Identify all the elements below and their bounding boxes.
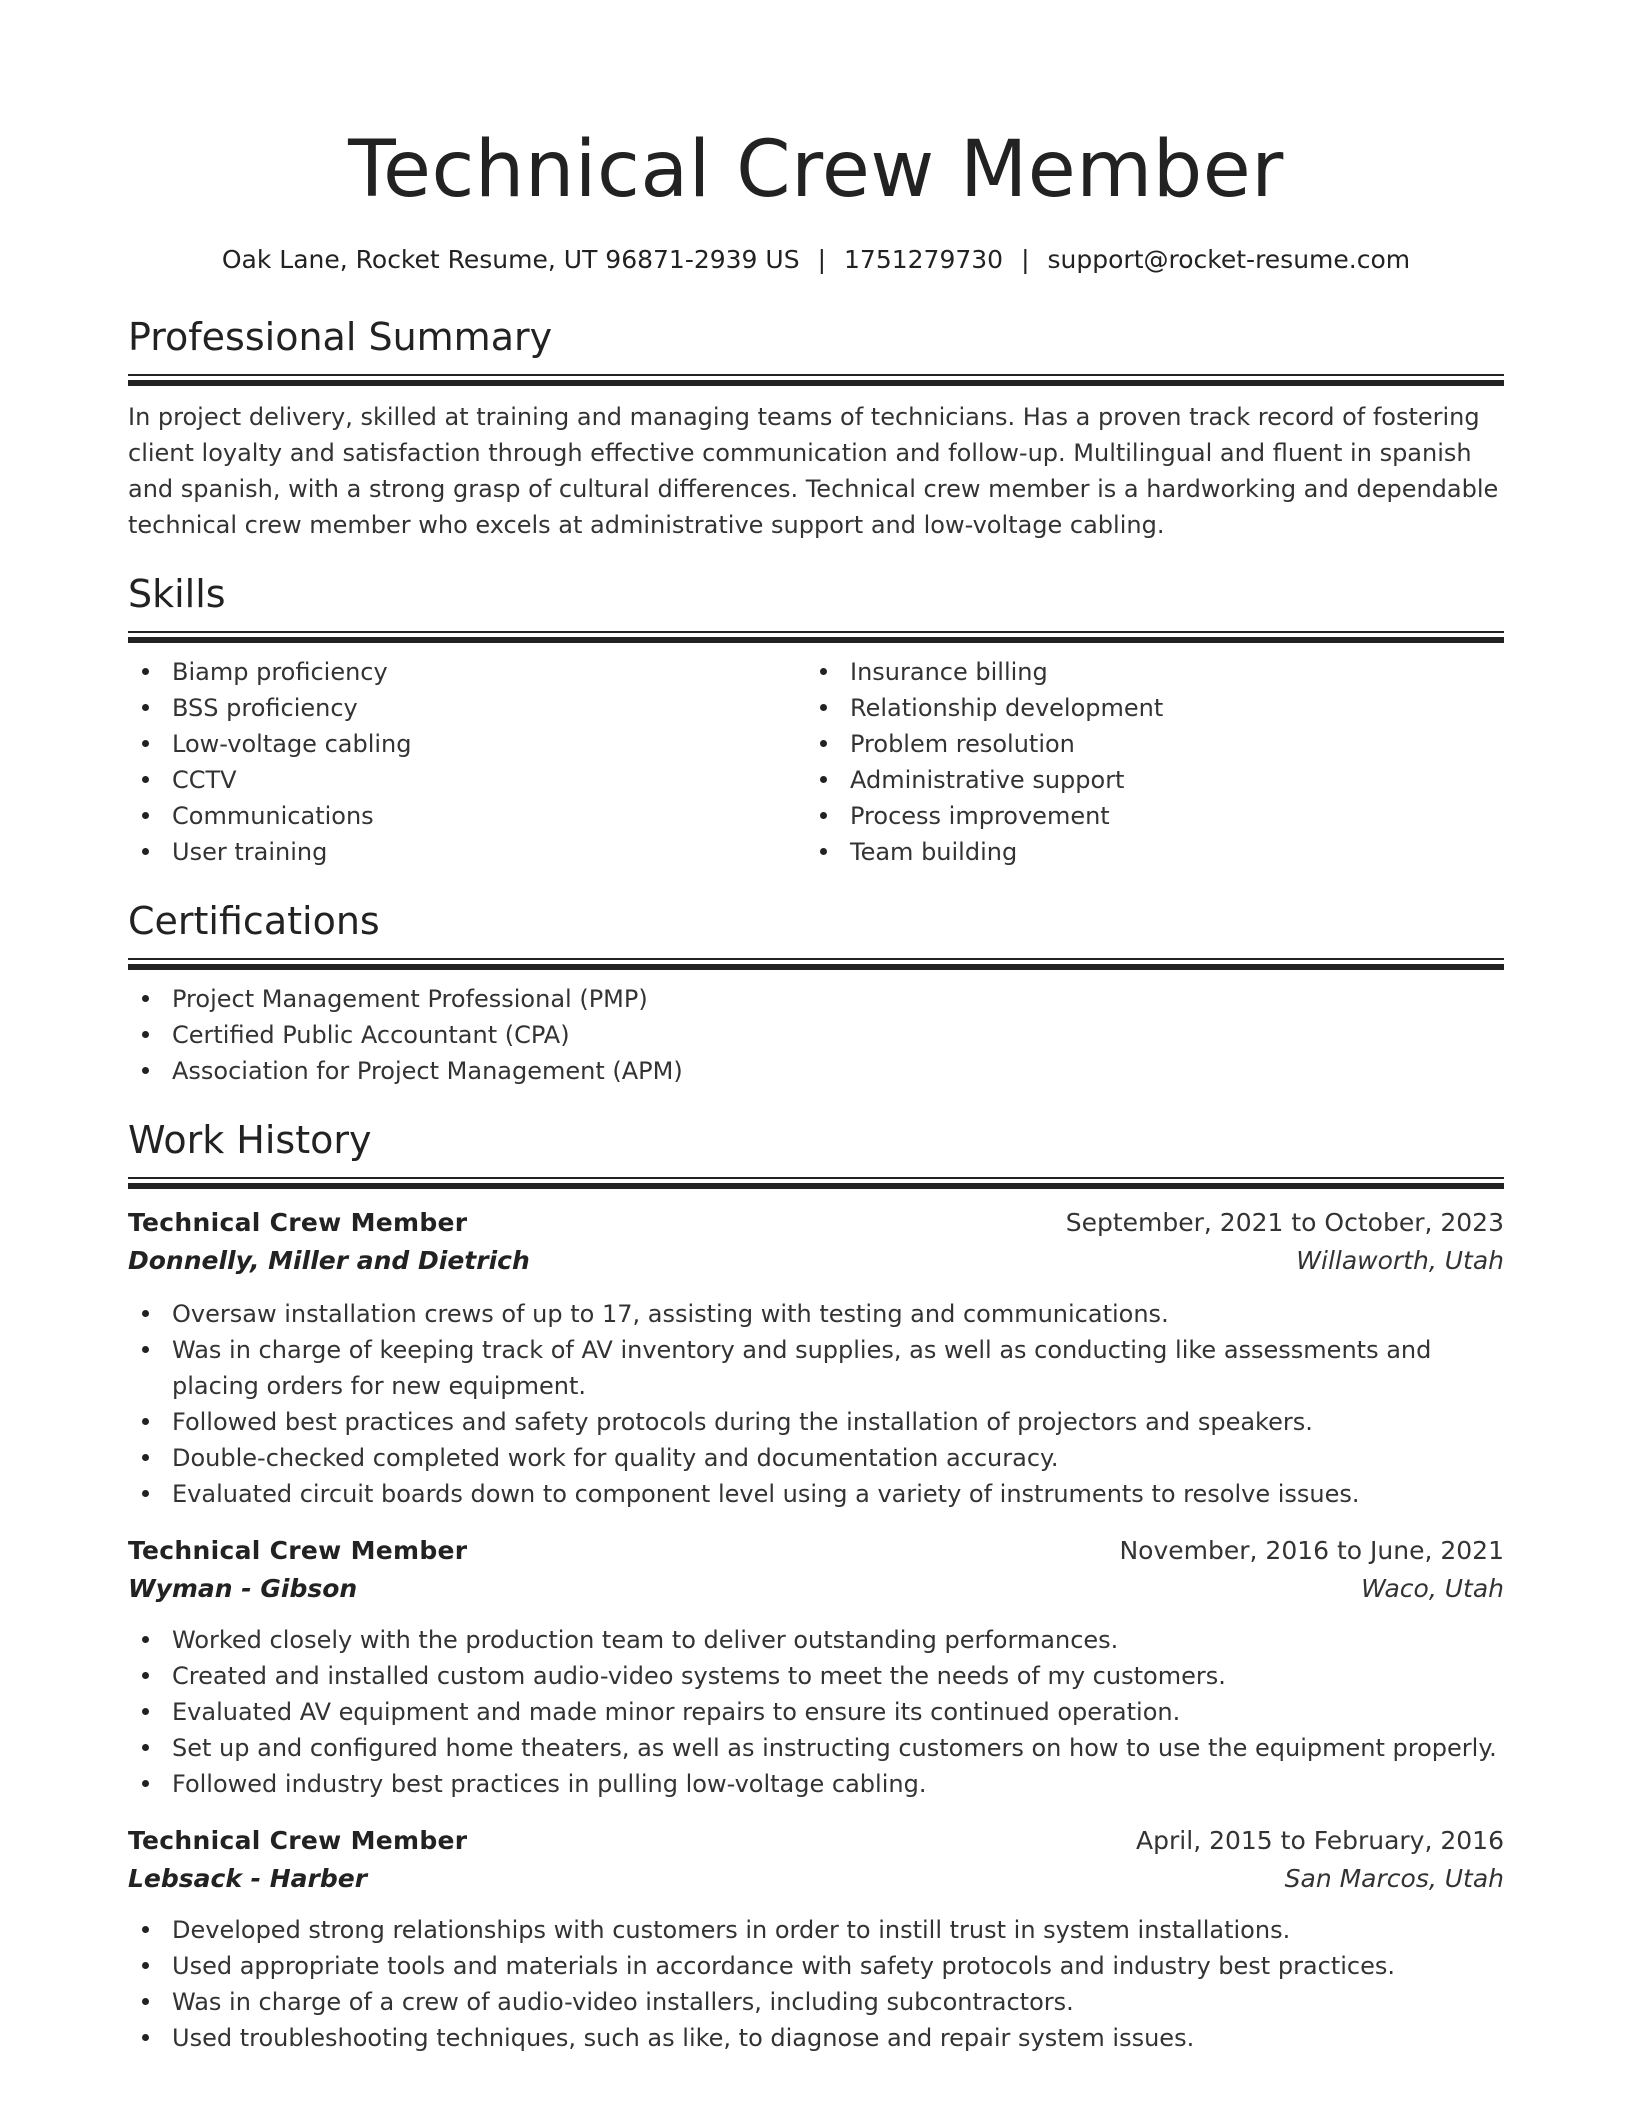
certification-item: Association for Project Management (APM) (128, 1053, 1504, 1089)
job-company: Donnelly, Miller and Dietrich (128, 1246, 530, 1275)
skill-item: Process improvement (806, 798, 1484, 834)
skill-item: Insurance billing (806, 654, 1484, 690)
contact-line (128, 242, 1504, 278)
job-entry (128, 1822, 1504, 2056)
job-duty: Followed industry best practices in pulling low-voltage cabling. (128, 1766, 1504, 1802)
job-location: San Marcos, Utah (1284, 1864, 1504, 1893)
section-title: Certifications (128, 899, 380, 943)
certifications-list (128, 981, 1504, 1089)
job-header (128, 1204, 1504, 1242)
job-duty: Followed best practices and safety protocols during the installation of projectors and speakers. (128, 1404, 1504, 1440)
job-header (128, 1532, 1504, 1570)
job-duty: Used appropriate tools and materials in accordance with safety protocols and industry best practices. (128, 1948, 1504, 1984)
job-location: Waco, Utah (1361, 1574, 1504, 1603)
job-duties (128, 1622, 1504, 1802)
skill-item: Biamp proficiency (128, 654, 806, 690)
job-subheader (128, 1570, 1504, 1608)
job-title: Technical Crew Member (128, 1208, 468, 1237)
job-duty: Evaluated circuit boards down to component level using a variety of instruments to resolve issues. (128, 1476, 1504, 1512)
job-company: Wyman - Gibson (128, 1574, 358, 1603)
skill-item: Problem resolution (806, 726, 1484, 762)
certification-item: Certified Public Accountant (CPA) (128, 1017, 1504, 1053)
job-duty: Set up and configured home theaters, as well as instructing customers on how to use the equipment properly. (128, 1730, 1504, 1766)
job-subheader (128, 1860, 1504, 1898)
skills-grid (128, 654, 1504, 870)
section-divider (128, 958, 1504, 969)
job-duties (128, 1296, 1504, 1512)
contact-email: support@rocket-resume.com (1047, 245, 1411, 274)
skill-item: CCTV (128, 762, 806, 798)
job-dates: November, 2016 to June, 2021 (1119, 1536, 1504, 1565)
skill-item: Administrative support (806, 762, 1484, 798)
skills-right-list (806, 654, 1484, 870)
skill-item: Low-voltage cabling (128, 726, 806, 762)
job-duty: Was in charge of keeping track of AV inventory and supplies, as well as conducting like assessments and placing orders for new equipment. (128, 1332, 1504, 1404)
job-duty: Evaluated AV equipment and made minor repairs to ensure its continued operation. (128, 1694, 1504, 1730)
section-divider (128, 1177, 1504, 1188)
certification-item: Project Management Professional (PMP) (128, 981, 1504, 1017)
job-duty: Worked closely with the production team to deliver outstanding performances. (128, 1622, 1504, 1658)
job-company: Lebsack - Harber (128, 1864, 368, 1893)
job-duty: Used troubleshooting techniques, such as like, to diagnose and repair system issues. (128, 2020, 1504, 2056)
contact-separator: | (1021, 245, 1030, 274)
skill-item: BSS proficiency (128, 690, 806, 726)
job-duties (128, 1912, 1504, 2056)
job-duty: Oversaw installation crews of up to 17, assisting with testing and communications. (128, 1296, 1504, 1332)
summary-text: In project delivery, skilled at training and managing teams of technicians. Has a proven track record of fostering client loyalty and satisfaction through effective communication and follow-up. Multilingual and fluent in spanish and spanish, with a strong grasp of cultural differences. Technical crew member is a hardworking and dependable technical crew member who excels at administrative support and low-voltage cabling. (128, 403, 1499, 539)
section-divider (128, 631, 1504, 642)
skills-left-list (128, 654, 806, 870)
skills-section (128, 569, 1504, 870)
contact-separator: | (817, 245, 827, 274)
job-header (128, 1822, 1504, 1860)
skill-item: Team building (806, 834, 1484, 870)
job-subheader (128, 1242, 1504, 1280)
section-divider (128, 374, 1504, 385)
contact-address: Oak Lane, Rocket Resume, UT 96871-2939 US (221, 245, 800, 274)
section-title: Work History (128, 1118, 372, 1162)
job-title: Technical Crew Member (128, 1826, 468, 1855)
job-location: Willaworth, Utah (1296, 1246, 1504, 1275)
job-duty: Double-checked completed work for quality and documentation accuracy. (128, 1440, 1504, 1476)
job-duty: Developed strong relationships with customers in order to instill trust in system installations. (128, 1912, 1504, 1948)
section-title: Professional Summary (128, 315, 553, 359)
job-dates: April, 2015 to February, 2016 (1136, 1826, 1504, 1855)
skill-item: Relationship development (806, 690, 1484, 726)
resume-name: Technical Crew Member (348, 125, 1284, 215)
section-title: Skills (128, 572, 226, 616)
skill-item: User training (128, 834, 806, 870)
job-duty: Was in charge of a crew of audio-video installers, including subcontractors. (128, 1984, 1504, 2020)
skill-item: Communications (128, 798, 806, 834)
certifications-section (128, 896, 1504, 1089)
job-duty: Created and installed custom audio-video systems to meet the needs of my customers. (128, 1658, 1504, 1694)
job-title: Technical Crew Member (128, 1536, 468, 1565)
summary-section (128, 312, 1504, 543)
job-dates: September, 2021 to October, 2023 (1065, 1208, 1504, 1237)
contact-phone: 1751279730 (844, 245, 1004, 274)
job-entry (128, 1532, 1504, 1802)
job-entry (128, 1204, 1504, 1512)
resume-page (128, 0, 1504, 2056)
work-history-section (128, 1115, 1504, 2056)
